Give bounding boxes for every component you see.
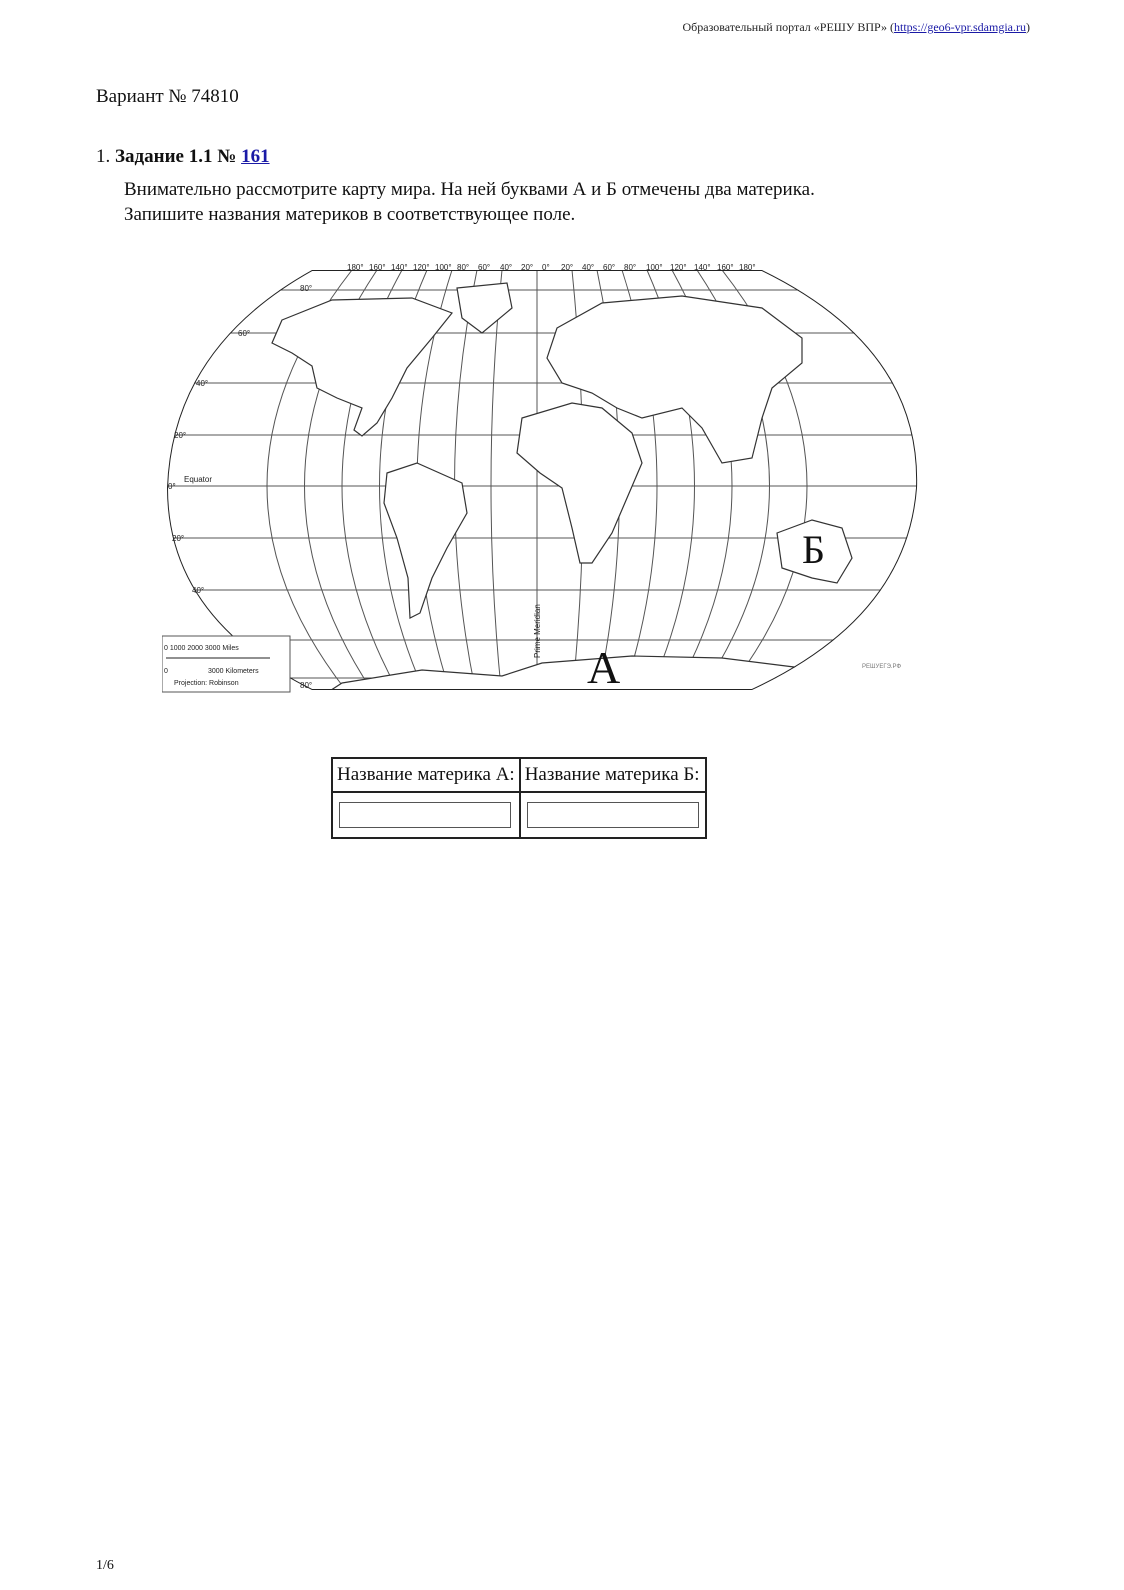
world-map [162,258,922,708]
lon-label: 160° [369,263,386,272]
lat-label: 40° [192,586,205,595]
equator-label: Equator [184,475,213,484]
lon-label: 140° [694,263,711,272]
task-text-line-1: Внимательно рассмотрите карту мира. На ней буквами А и Б отмечены два материка. [124,179,815,200]
scale-miles: 0 1000 2000 3000 Miles [164,645,239,652]
projection-label: Projection: Robinson [174,680,239,687]
lon-label: 100° [435,263,452,272]
variant-title: Вариант № 74810 [96,86,239,107]
answer-table [331,757,707,839]
lon-label: 60° [478,263,491,272]
page-number: 1/6 [96,1558,114,1573]
portal-link[interactable]: https://geo6-vpr.sdamgia.ru [894,20,1026,34]
marker-a: А [587,642,621,693]
lat-label: 80° [300,284,313,293]
marker-b: Б [802,527,825,572]
lon-label: 20° [521,263,534,272]
lon-label: 20° [561,263,574,272]
scale-km-zero: 0 [164,668,168,675]
col-b-header: Название материка Б: [520,758,706,792]
lat-label: 80° [300,681,313,690]
lat-label: 60° [238,329,251,338]
task-number: 1. [96,146,111,167]
lon-label: 120° [413,263,430,272]
map-scale [162,636,290,692]
page-header [682,20,1030,35]
scale-km: 3000 Kilometers [208,668,259,675]
lat-label: 20° [174,431,187,440]
lat-label: 20° [172,534,185,543]
lon-label: 100° [646,263,663,272]
task-heading [96,146,270,168]
lon-label: 60° [603,263,616,272]
continent-b-input[interactable] [527,802,699,828]
lon-label: 40° [500,263,513,272]
task-label: Задание 1.1 № [115,146,237,167]
lat-label: 0° [168,482,176,491]
lon-label: 120° [670,263,687,272]
header-prefix: Образовательный портал «РЕШУ ВПР» ( [682,20,895,34]
continent-a-input[interactable] [339,802,511,828]
lat-label: 40° [196,379,209,388]
lon-label: 180° [347,263,364,272]
task-text-line-2: Запишите названия материков в соответствующее поле. [124,204,576,225]
col-a-header: Название материка А: [332,758,520,792]
answer-header-row [332,758,706,792]
cell-a [332,792,520,838]
prime-meridian-label: Prime Meridian [533,604,542,658]
lon-label: 140° [391,263,408,272]
lon-label: 80° [624,263,637,272]
header-suffix: ) [1026,20,1030,34]
lon-label: 80° [457,263,470,272]
cell-b [520,792,706,838]
answer-input-row [332,792,706,838]
lon-label: 180° [739,263,756,272]
lon-label: 40° [582,263,595,272]
watermark: РЕШУЕГЭ.РФ [862,664,902,670]
lon-label: 160° [717,263,734,272]
task-id-link[interactable]: 161 [241,146,270,167]
task-text [124,177,1024,227]
lon-label: 0° [542,263,550,272]
